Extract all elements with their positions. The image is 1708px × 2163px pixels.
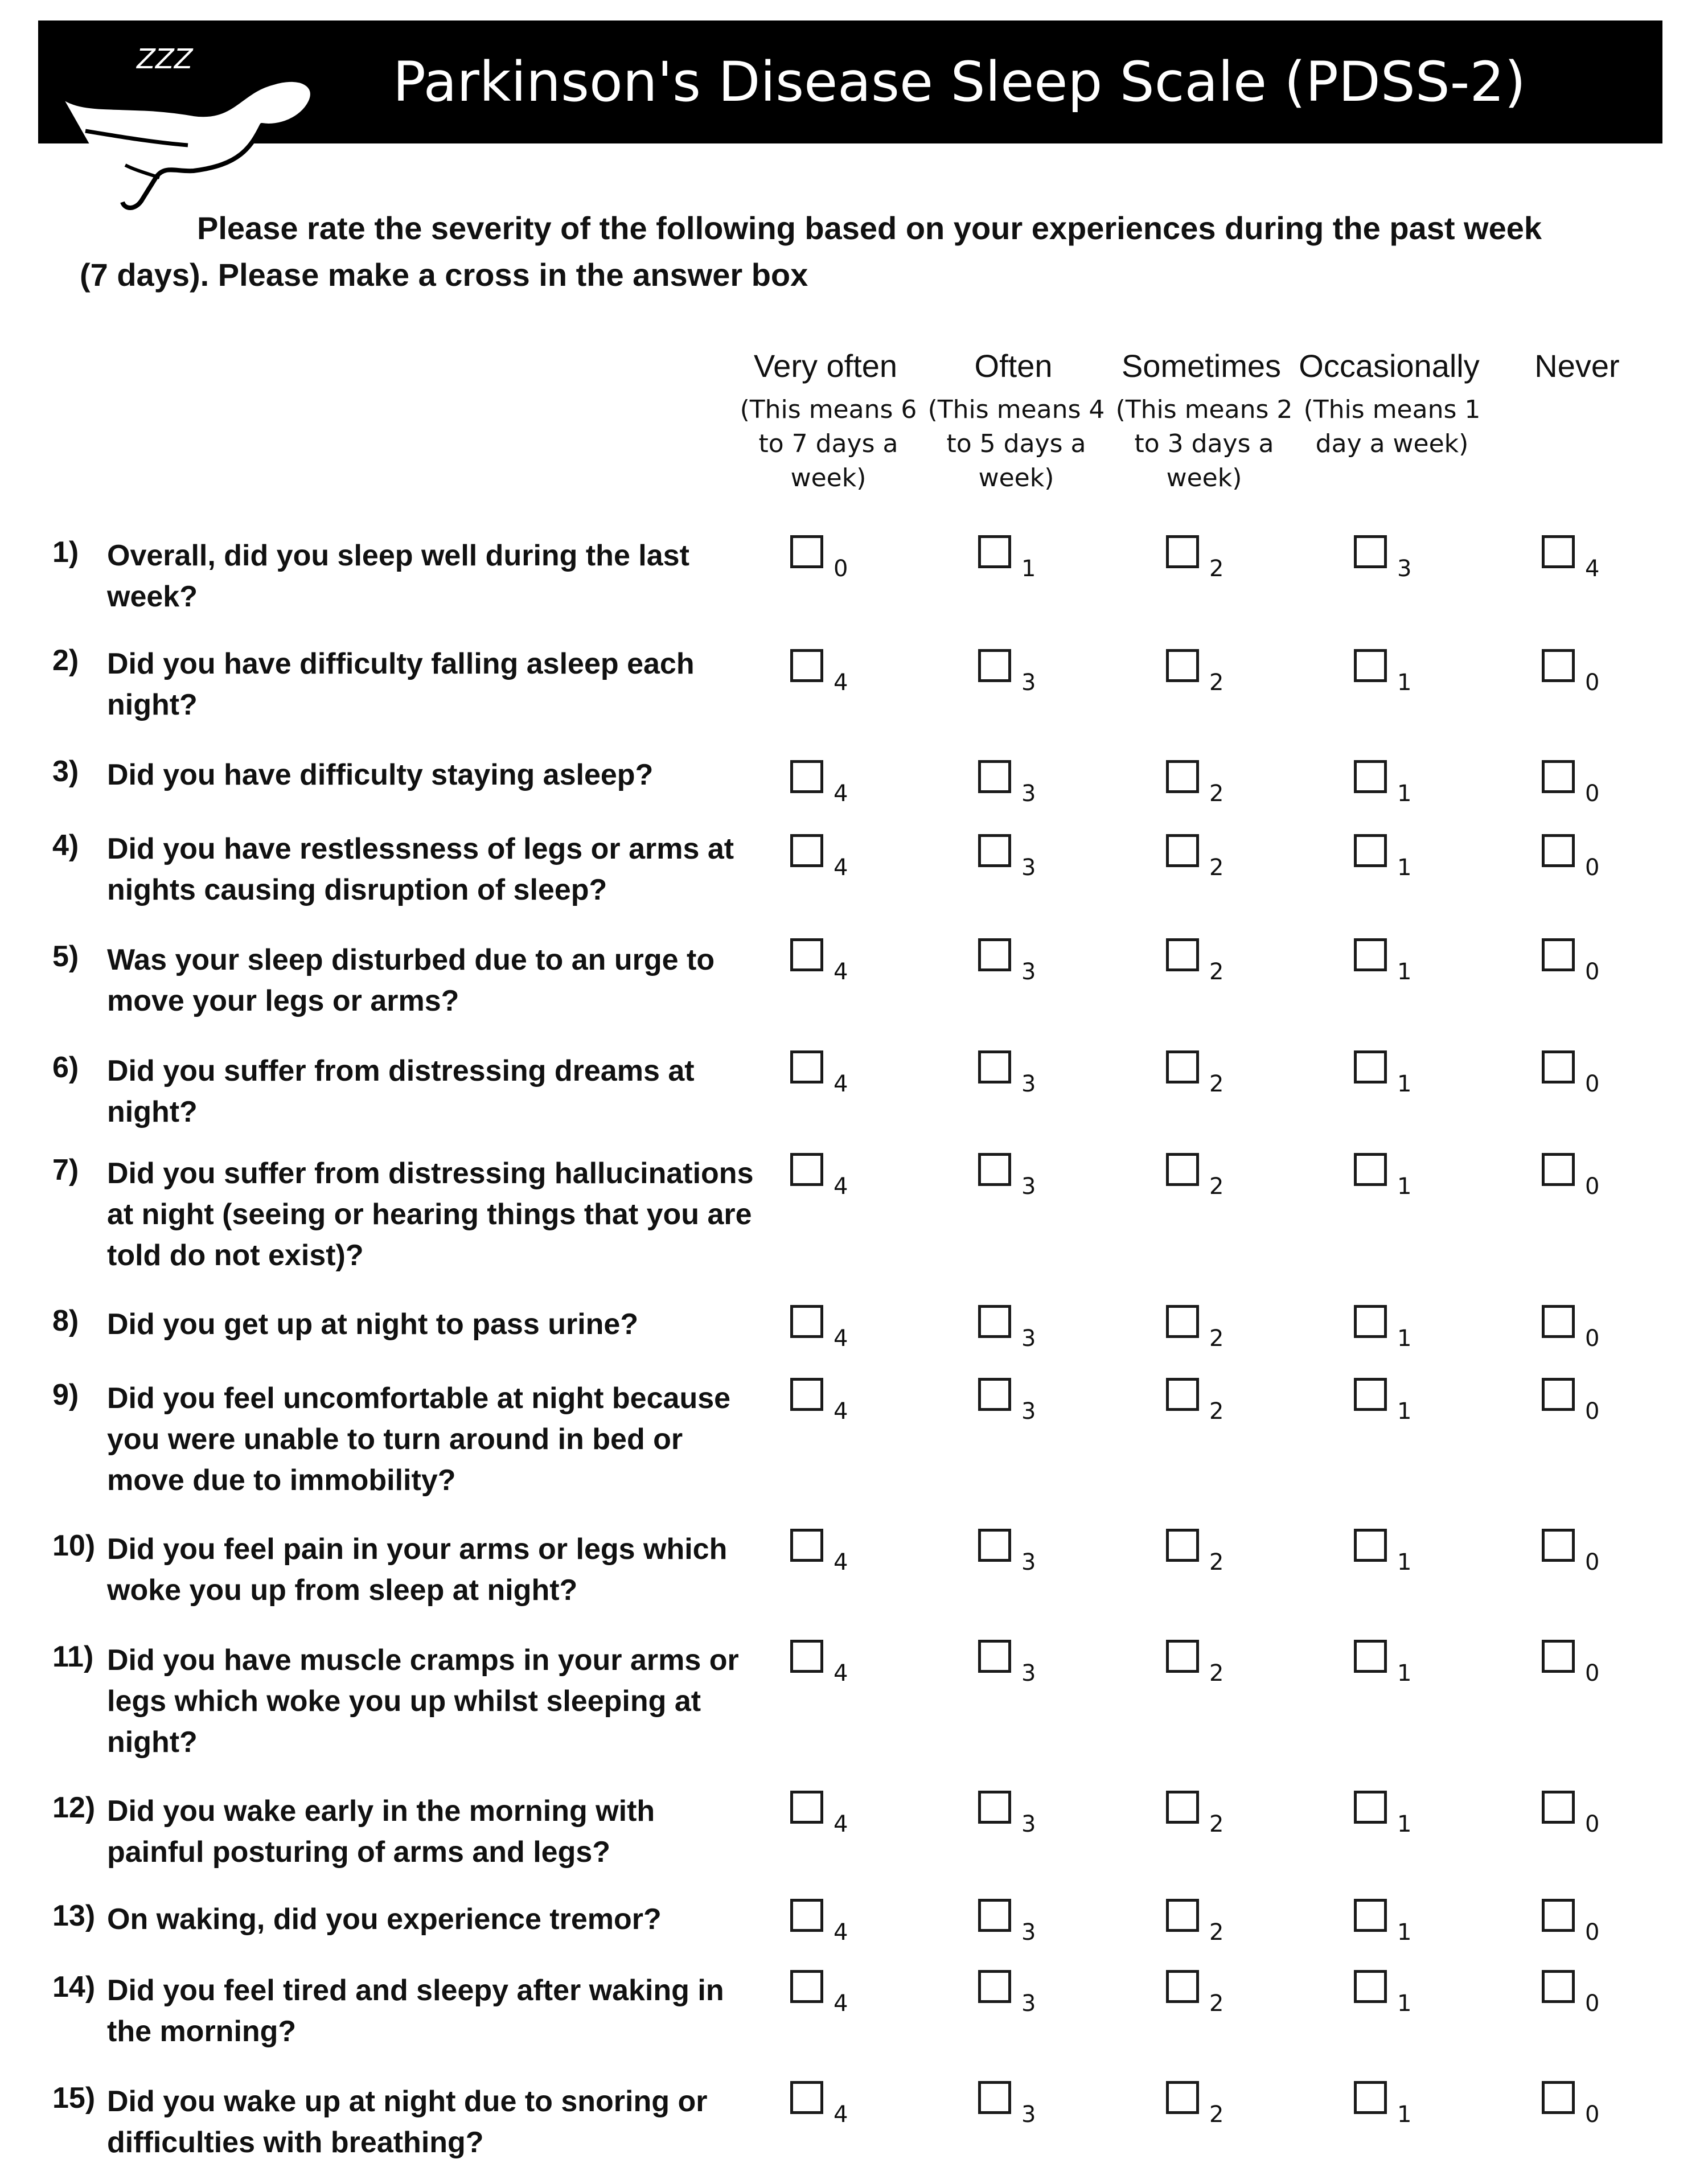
answer-score: 1 bbox=[1397, 1173, 1412, 1200]
answer-checkbox[interactable] bbox=[1354, 760, 1387, 793]
answer-checkbox[interactable] bbox=[978, 760, 1011, 793]
answer-option[interactable] bbox=[790, 760, 870, 806]
answer-checkbox[interactable] bbox=[978, 535, 1011, 568]
answer-checkbox[interactable] bbox=[1354, 649, 1387, 682]
answer-checkbox[interactable] bbox=[978, 1791, 1011, 1824]
answer-option[interactable] bbox=[1354, 760, 1434, 806]
answer-checkbox[interactable] bbox=[978, 1529, 1011, 1562]
answer-score: 1 bbox=[1397, 959, 1412, 985]
answer-checkbox[interactable] bbox=[1542, 760, 1575, 793]
answer-option[interactable] bbox=[1166, 2081, 1246, 2127]
answer-score: 4 bbox=[834, 1660, 848, 1686]
answer-score: 4 bbox=[834, 1811, 848, 1837]
answer-score: 2 bbox=[1209, 1325, 1224, 1352]
question-number: 6) bbox=[52, 1051, 79, 1084]
answer-score: 3 bbox=[1021, 855, 1036, 881]
answer-option[interactable] bbox=[1354, 1640, 1434, 1685]
answer-option[interactable] bbox=[1354, 1050, 1434, 1096]
question-number: 10) bbox=[52, 1529, 96, 1562]
answer-score: 3 bbox=[1397, 556, 1412, 582]
answer-score: 4 bbox=[834, 1173, 848, 1200]
answer-option[interactable] bbox=[1166, 1050, 1246, 1096]
answer-option[interactable] bbox=[978, 1791, 1058, 1836]
answer-option[interactable] bbox=[1166, 1791, 1246, 1836]
answer-checkbox[interactable] bbox=[790, 1050, 823, 1083]
answer-checkbox[interactable] bbox=[1354, 938, 1387, 971]
answer-checkbox[interactable] bbox=[1166, 535, 1199, 568]
answer-checkbox[interactable] bbox=[790, 1640, 823, 1673]
question-text: Did you feel tired and sleepy after waking in the morning? bbox=[107, 1974, 724, 2048]
answer-score: 0 bbox=[1585, 1173, 1600, 1200]
answer-option[interactable] bbox=[790, 1305, 870, 1351]
answer-checkbox[interactable] bbox=[1542, 1153, 1575, 1186]
answer-checkbox[interactable] bbox=[1354, 1305, 1387, 1338]
column-header-occasionally: Occasionally bbox=[1299, 348, 1480, 384]
answer-score: 4 bbox=[834, 855, 848, 881]
answer-option[interactable] bbox=[978, 938, 1058, 984]
answer-score: 4 bbox=[1585, 556, 1600, 582]
answer-score: 2 bbox=[1209, 1071, 1224, 1097]
answer-option[interactable] bbox=[1542, 834, 1621, 880]
answer-checkbox[interactable] bbox=[1354, 1153, 1387, 1186]
answer-checkbox[interactable] bbox=[1166, 1378, 1199, 1411]
answer-score: 3 bbox=[1021, 1549, 1036, 1575]
answer-option[interactable] bbox=[1542, 1050, 1621, 1096]
answer-checkbox[interactable] bbox=[1166, 1050, 1199, 1083]
answer-option[interactable] bbox=[1166, 1378, 1246, 1423]
answer-option[interactable] bbox=[1166, 649, 1246, 695]
answer-checkbox[interactable] bbox=[1166, 1970, 1199, 2003]
answer-score: 3 bbox=[1021, 1325, 1036, 1352]
answer-option[interactable] bbox=[1542, 1305, 1621, 1351]
answer-checkbox[interactable] bbox=[790, 1529, 823, 1562]
answer-score: 0 bbox=[1585, 1811, 1600, 1837]
answer-score: 1 bbox=[1397, 1660, 1412, 1686]
question-text: Did you wake early in the morning with painful posturing of arms and legs? bbox=[107, 1795, 655, 1869]
answer-score: 1 bbox=[1397, 855, 1412, 881]
answer-option[interactable] bbox=[1166, 1640, 1246, 1685]
question-number: 3) bbox=[52, 755, 79, 788]
answer-checkbox[interactable] bbox=[790, 1378, 823, 1411]
answer-checkbox[interactable] bbox=[790, 1970, 823, 2003]
answer-option[interactable] bbox=[790, 1529, 870, 1574]
answer-option[interactable] bbox=[790, 535, 870, 581]
answer-score: 0 bbox=[1585, 1919, 1600, 1946]
question-number: 1) bbox=[52, 536, 79, 569]
answer-score: 4 bbox=[834, 781, 848, 807]
question-text: Did you feel pain in your arms or legs which woke you up from sleep at night? bbox=[107, 1533, 728, 1607]
answer-option[interactable] bbox=[790, 2081, 870, 2127]
answer-checkbox[interactable] bbox=[978, 2081, 1011, 2114]
answer-score: 1 bbox=[1397, 1919, 1412, 1946]
answer-option[interactable] bbox=[978, 1305, 1058, 1351]
answer-checkbox[interactable] bbox=[1354, 1640, 1387, 1673]
answer-checkbox[interactable] bbox=[978, 1153, 1011, 1186]
column-subtitle-occasionally: (This means 1 day a week) bbox=[1303, 395, 1481, 458]
answer-option[interactable] bbox=[1354, 834, 1434, 880]
answer-checkbox[interactable] bbox=[1166, 760, 1199, 793]
answer-score: 0 bbox=[834, 556, 848, 582]
answer-score: 2 bbox=[1209, 556, 1224, 582]
answer-score: 4 bbox=[834, 670, 848, 696]
answer-score: 1 bbox=[1397, 1398, 1412, 1425]
answer-option[interactable] bbox=[790, 1791, 870, 1836]
answer-option[interactable] bbox=[978, 2081, 1058, 2127]
question-text: Did you suffer from distressing hallucinations at night (seeing or hearing things that you are told do not exist)? bbox=[107, 1157, 754, 1272]
question-number: 4) bbox=[52, 829, 79, 862]
answer-score: 4 bbox=[834, 959, 848, 985]
answer-score: 3 bbox=[1021, 1660, 1036, 1686]
question-text: Did you wake up at night due to snoring or difficulties with breathing? bbox=[107, 2085, 708, 2159]
answer-checkbox[interactable] bbox=[1166, 834, 1199, 867]
answer-checkbox[interactable] bbox=[1542, 1899, 1575, 1932]
answer-checkbox[interactable] bbox=[978, 1899, 1011, 1932]
answer-score: 0 bbox=[1585, 1549, 1600, 1575]
answer-score: 1 bbox=[1397, 1811, 1412, 1837]
answer-option[interactable] bbox=[1354, 2081, 1434, 2127]
answer-checkbox[interactable] bbox=[1542, 834, 1575, 867]
answer-checkbox[interactable] bbox=[1542, 1640, 1575, 1673]
answer-score: 0 bbox=[1585, 1071, 1600, 1097]
answer-score: 0 bbox=[1585, 2102, 1600, 2128]
answer-option[interactable] bbox=[1166, 535, 1246, 581]
answer-score: 3 bbox=[1021, 1071, 1036, 1097]
answer-score: 4 bbox=[834, 1398, 848, 1425]
answer-score: 2 bbox=[1209, 1919, 1224, 1946]
answer-score: 0 bbox=[1585, 670, 1600, 696]
answer-checkbox[interactable] bbox=[978, 1640, 1011, 1673]
answer-option[interactable] bbox=[790, 938, 870, 984]
question-number: 14) bbox=[52, 1971, 96, 2004]
answer-checkbox[interactable] bbox=[978, 1970, 1011, 2003]
answer-checkbox[interactable] bbox=[790, 1305, 823, 1338]
answer-option[interactable] bbox=[1166, 1305, 1246, 1351]
answer-option[interactable] bbox=[1354, 1970, 1434, 2016]
answer-score: 2 bbox=[1209, 670, 1224, 696]
answer-score: 2 bbox=[1209, 1811, 1224, 1837]
answer-checkbox[interactable] bbox=[1166, 2081, 1199, 2114]
answer-option[interactable] bbox=[1354, 535, 1434, 581]
answer-option[interactable] bbox=[790, 1153, 870, 1199]
answer-score: 4 bbox=[834, 1071, 848, 1097]
question-text: Did you have difficulty falling asleep each night? bbox=[107, 647, 695, 721]
answer-option[interactable] bbox=[1354, 1791, 1434, 1836]
answer-option[interactable] bbox=[978, 834, 1058, 880]
answer-score: 2 bbox=[1209, 2102, 1224, 2128]
answer-score: 3 bbox=[1021, 1811, 1036, 1837]
question-text: Did you get up at night to pass urine? bbox=[107, 1308, 639, 1341]
answer-score: 0 bbox=[1585, 1398, 1600, 1425]
answer-option[interactable] bbox=[1542, 1899, 1621, 1944]
answer-score: 4 bbox=[834, 1549, 848, 1575]
answer-option[interactable] bbox=[1166, 1899, 1246, 1944]
answer-score: 3 bbox=[1021, 1398, 1036, 1425]
instructions-line-1: Please rate the severity of the following based on your experiences during the past week bbox=[197, 210, 1542, 246]
answer-checkbox[interactable] bbox=[978, 1050, 1011, 1083]
answer-checkbox[interactable] bbox=[790, 834, 823, 867]
answer-option[interactable] bbox=[1354, 1378, 1434, 1423]
answer-option[interactable] bbox=[1542, 535, 1621, 581]
answer-score: 3 bbox=[1021, 1990, 1036, 2017]
answer-score: 1 bbox=[1397, 670, 1412, 696]
answer-score: 1 bbox=[1397, 1549, 1412, 1575]
answer-checkbox[interactable] bbox=[1166, 1529, 1199, 1562]
answer-checkbox[interactable] bbox=[1354, 535, 1387, 568]
answer-checkbox[interactable] bbox=[790, 1153, 823, 1186]
answer-option[interactable] bbox=[790, 834, 870, 880]
answer-option[interactable] bbox=[790, 649, 870, 695]
column-header-often: Often bbox=[974, 348, 1053, 384]
question-number: 15) bbox=[52, 2082, 96, 2115]
question-number: 8) bbox=[52, 1304, 79, 1337]
answer-score: 2 bbox=[1209, 781, 1224, 807]
answer-option[interactable] bbox=[1542, 1529, 1621, 1574]
answer-score: 1 bbox=[1021, 556, 1036, 582]
answer-option[interactable] bbox=[790, 1050, 870, 1096]
answer-checkbox[interactable] bbox=[1354, 2081, 1387, 2114]
answer-checkbox[interactable] bbox=[1166, 1305, 1199, 1338]
answer-checkbox[interactable] bbox=[790, 649, 823, 682]
answer-checkbox[interactable] bbox=[1354, 1050, 1387, 1083]
answer-checkbox[interactable] bbox=[1542, 2081, 1575, 2114]
answer-checkbox[interactable] bbox=[790, 535, 823, 568]
svg-text:ZZZ: ZZZ bbox=[137, 43, 193, 75]
answer-score: 4 bbox=[834, 1919, 848, 1946]
answer-score: 1 bbox=[1397, 781, 1412, 807]
question-text: Did you feel uncomfortable at night because you were unable to turn around in bed or move due to immobility? bbox=[107, 1382, 731, 1497]
answer-score: 0 bbox=[1585, 781, 1600, 807]
column-subtitle-very-often: (This means 6 to 7 days a week) bbox=[740, 395, 917, 492]
answer-option[interactable] bbox=[1354, 649, 1434, 695]
answer-score: 3 bbox=[1021, 959, 1036, 985]
answer-checkbox[interactable] bbox=[790, 2081, 823, 2114]
answer-checkbox[interactable] bbox=[1542, 1305, 1575, 1338]
answer-checkbox[interactable] bbox=[790, 938, 823, 971]
answer-option[interactable] bbox=[1166, 1970, 1246, 2016]
answer-option[interactable] bbox=[1542, 1153, 1621, 1199]
answer-checkbox[interactable] bbox=[1354, 1791, 1387, 1824]
answer-option[interactable] bbox=[978, 1378, 1058, 1423]
answer-option[interactable] bbox=[978, 1050, 1058, 1096]
answer-score: 0 bbox=[1585, 1325, 1600, 1352]
question-number: 2) bbox=[52, 644, 79, 677]
question-text: Overall, did you sleep well during the last week? bbox=[107, 539, 689, 613]
answer-checkbox[interactable] bbox=[790, 760, 823, 793]
answer-score: 2 bbox=[1209, 1398, 1224, 1425]
answer-checkbox[interactable] bbox=[978, 938, 1011, 971]
answer-checkbox[interactable] bbox=[1542, 1791, 1575, 1824]
answer-checkbox[interactable] bbox=[1166, 1153, 1199, 1186]
answer-option[interactable] bbox=[1354, 1899, 1434, 1944]
answer-option[interactable] bbox=[1166, 1153, 1246, 1199]
page-title: Parkinson's Disease Sleep Scale (PDSS-2) bbox=[393, 50, 1526, 114]
answer-option[interactable] bbox=[790, 1899, 870, 1944]
answer-checkbox[interactable] bbox=[1542, 535, 1575, 568]
answer-checkbox[interactable] bbox=[1354, 1529, 1387, 1562]
answer-score: 0 bbox=[1585, 1660, 1600, 1686]
answer-checkbox[interactable] bbox=[1354, 1378, 1387, 1411]
answer-option[interactable] bbox=[978, 1640, 1058, 1685]
answer-option[interactable] bbox=[1166, 834, 1246, 880]
answer-score: 3 bbox=[1021, 1919, 1036, 1946]
answer-score: 4 bbox=[834, 1990, 848, 2017]
answer-option[interactable] bbox=[978, 1529, 1058, 1574]
answer-option[interactable] bbox=[1542, 2081, 1621, 2127]
answer-checkbox[interactable] bbox=[1166, 938, 1199, 971]
answer-option[interactable] bbox=[978, 760, 1058, 806]
answer-checkbox[interactable] bbox=[978, 1305, 1011, 1338]
answer-score: 1 bbox=[1397, 2102, 1412, 2128]
answer-score: 0 bbox=[1585, 1990, 1600, 2017]
answer-option[interactable] bbox=[978, 535, 1058, 581]
answer-score: 1 bbox=[1397, 1990, 1412, 2017]
answer-option[interactable] bbox=[1354, 1305, 1434, 1351]
answer-checkbox[interactable] bbox=[1166, 1791, 1199, 1824]
answer-score: 4 bbox=[834, 1325, 848, 1352]
question-number: 13) bbox=[52, 1899, 96, 1932]
answer-option[interactable] bbox=[1542, 649, 1621, 695]
answer-checkbox[interactable] bbox=[978, 649, 1011, 682]
question-number: 9) bbox=[52, 1378, 79, 1411]
question-text: Did you suffer from distressing dreams at night? bbox=[107, 1054, 695, 1128]
answer-checkbox[interactable] bbox=[1542, 1970, 1575, 2003]
answer-score: 2 bbox=[1209, 959, 1224, 985]
answer-score: 2 bbox=[1209, 1549, 1224, 1575]
answer-option[interactable] bbox=[790, 1378, 870, 1423]
answer-score: 0 bbox=[1585, 959, 1600, 985]
question-number: 12) bbox=[52, 1791, 96, 1824]
answer-score: 3 bbox=[1021, 670, 1036, 696]
question-text: Did you have difficulty staying asleep? bbox=[107, 758, 654, 791]
answer-checkbox[interactable] bbox=[1542, 938, 1575, 971]
answer-option[interactable] bbox=[1166, 760, 1246, 806]
answer-checkbox[interactable] bbox=[1542, 1529, 1575, 1562]
answer-option[interactable] bbox=[978, 1970, 1058, 2016]
answer-score: 4 bbox=[834, 2102, 848, 2128]
question-number: 7) bbox=[52, 1154, 79, 1187]
answer-score: 3 bbox=[1021, 781, 1036, 807]
answer-score: 3 bbox=[1021, 2102, 1036, 2128]
answer-option[interactable] bbox=[978, 1153, 1058, 1199]
answer-checkbox[interactable] bbox=[1354, 1970, 1387, 2003]
sleeping-person-logo-icon bbox=[51, 28, 347, 216]
column-subtitle-sometimes: (This means 2 to 3 days a week) bbox=[1115, 395, 1293, 492]
answer-checkbox[interactable] bbox=[978, 1378, 1011, 1411]
column-header-sometimes: Sometimes bbox=[1121, 348, 1282, 384]
question-text: On waking, did you experience tremor? bbox=[107, 1903, 662, 1936]
answer-checkbox[interactable] bbox=[790, 1899, 823, 1932]
question-number: 5) bbox=[52, 940, 79, 973]
answer-score: 3 bbox=[1021, 1173, 1036, 1200]
answer-option[interactable] bbox=[978, 1899, 1058, 1944]
answer-option[interactable] bbox=[1166, 1529, 1246, 1574]
answer-checkbox[interactable] bbox=[1542, 1050, 1575, 1083]
answer-checkbox[interactable] bbox=[1166, 1899, 1199, 1932]
answer-option[interactable] bbox=[1354, 1153, 1434, 1199]
instructions-line-2: (7 days). Please make a cross in the answer box bbox=[80, 257, 808, 293]
question-number: 11) bbox=[52, 1640, 94, 1673]
answer-score: 1 bbox=[1397, 1325, 1412, 1352]
answer-score: 2 bbox=[1209, 1990, 1224, 2017]
answer-option[interactable] bbox=[1542, 1640, 1621, 1685]
question-text: Did you have muscle cramps in your arms or legs which woke you up whilst sleeping at night? bbox=[107, 1644, 739, 1759]
answer-option[interactable] bbox=[790, 1640, 870, 1685]
answer-checkbox[interactable] bbox=[790, 1791, 823, 1824]
answer-option[interactable] bbox=[1354, 1529, 1434, 1574]
answer-checkbox[interactable] bbox=[1354, 834, 1387, 867]
column-header-very-often: Very often bbox=[753, 348, 898, 384]
column-header-never: Never bbox=[1534, 348, 1620, 384]
answer-option[interactable] bbox=[1542, 938, 1621, 984]
answer-score: 2 bbox=[1209, 1173, 1224, 1200]
answer-option[interactable] bbox=[1166, 938, 1246, 984]
answer-checkbox[interactable] bbox=[1166, 1640, 1199, 1673]
answer-option[interactable] bbox=[1542, 760, 1621, 806]
answer-score: 0 bbox=[1585, 855, 1600, 881]
question-text: Was your sleep disturbed due to an urge to move your legs or arms? bbox=[107, 943, 715, 1017]
question-text: Did you have restlessness of legs or arms at nights causing disruption of sleep? bbox=[107, 832, 734, 906]
answer-option[interactable] bbox=[1542, 1378, 1621, 1423]
answer-score: 2 bbox=[1209, 1660, 1224, 1686]
answer-score: 1 bbox=[1397, 1071, 1412, 1097]
answer-option[interactable] bbox=[1354, 938, 1434, 984]
answer-option[interactable] bbox=[790, 1970, 870, 2016]
answer-checkbox[interactable] bbox=[1542, 649, 1575, 682]
answer-option[interactable] bbox=[1542, 1791, 1621, 1836]
answer-checkbox[interactable] bbox=[1166, 649, 1199, 682]
answer-option[interactable] bbox=[1542, 1970, 1621, 2016]
answer-checkbox[interactable] bbox=[978, 834, 1011, 867]
answer-score: 2 bbox=[1209, 855, 1224, 881]
answer-option[interactable] bbox=[978, 649, 1058, 695]
column-subtitle-often: (This means 4 to 5 days a week) bbox=[927, 395, 1105, 492]
answer-checkbox[interactable] bbox=[1354, 1899, 1387, 1932]
answer-checkbox[interactable] bbox=[1542, 1378, 1575, 1411]
